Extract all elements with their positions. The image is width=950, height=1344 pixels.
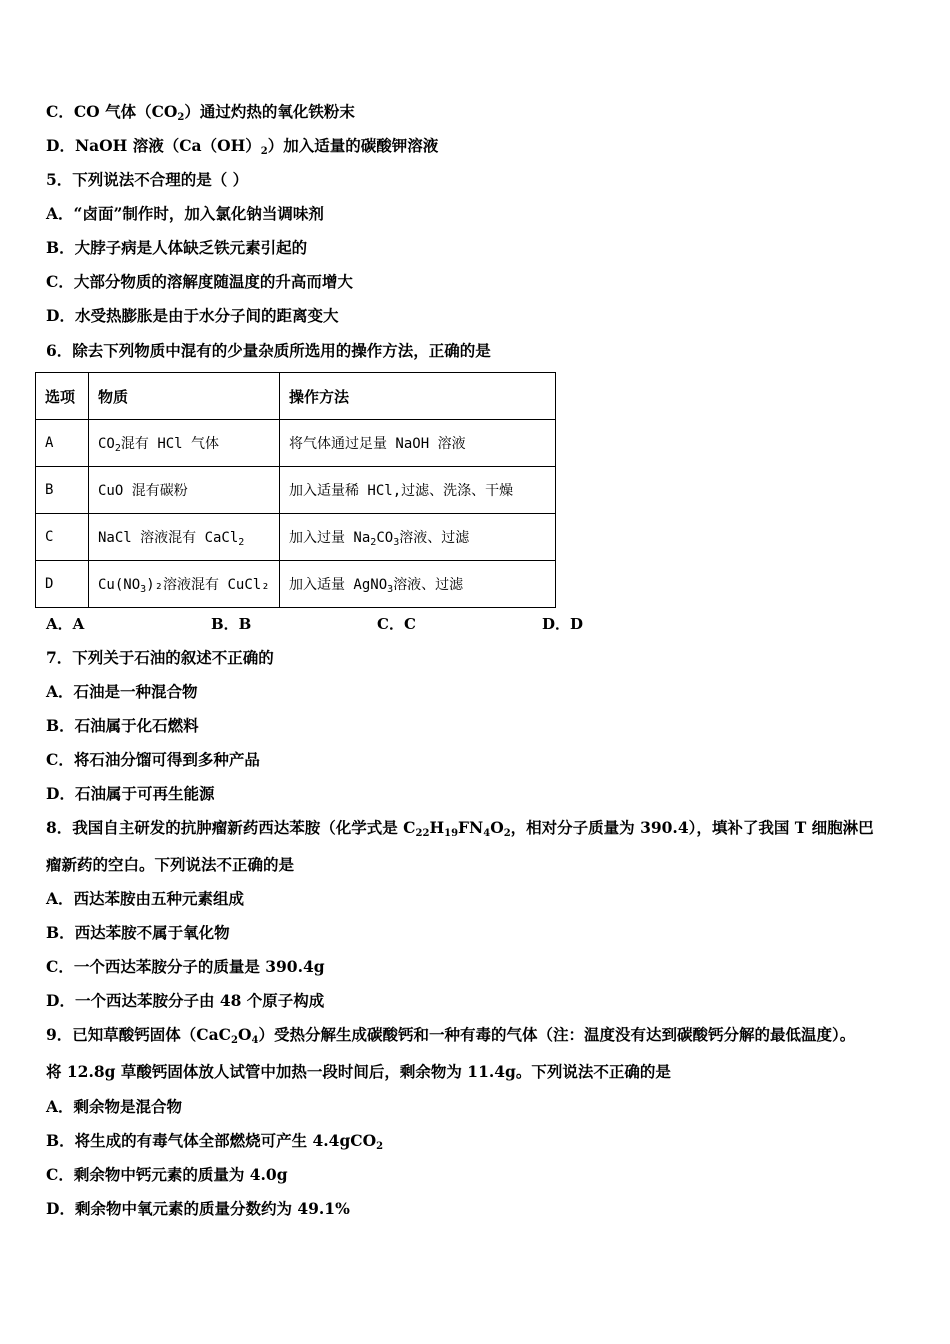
table-row <box>36 420 556 467</box>
row-method: 加入适量 AgNO$_3$溶液、过滤 <box>280 561 556 608</box>
q5-option-b: B．大脖子病是人体缺乏铁元素引起的 <box>46 238 308 257</box>
q9-option-a: A．剩余物是混合物 <box>46 1097 183 1116</box>
q8-stem: 8．我国自主研发的抗肿瘤新药西达苯胺（化学式是 $C_{22}H_{19}FN_4O_2$，相对分子质量为 390.4），填补了我国 T 细胞淋巴 <box>46 818 874 839</box>
q9-option-d: D．剩余物中氧元素的质量分数约为 49.1% <box>46 1199 350 1218</box>
header-method: 操作方法 <box>280 373 556 420</box>
row-option: D <box>36 561 89 608</box>
q5-option-d: D．水受热膨胀是由于水分子间的距离变大 <box>46 306 339 325</box>
table-row <box>36 561 556 608</box>
q6-answer-d: D．D <box>542 615 584 633</box>
row-substance: $Cu(NO_3)_2$溶液混有 CuCl₂ <box>89 561 280 608</box>
row-method: 加入过量 $Na_2CO_3$溶液、过滤 <box>280 514 556 561</box>
q7-option-c: C．将石油分馏可得到多种产品 <box>46 750 260 769</box>
q6-stem: 6．除去下列物质中混有的少量杂质所选用的操作方法，正确的是 <box>46 341 491 360</box>
row-option: B <box>36 467 89 514</box>
q5-stem: 5．下列说法不合理的是（ ） <box>46 170 249 189</box>
q6-table <box>35 372 556 608</box>
q5-option-a: A．“卤面”制作时，加入氯化钠当调味剂 <box>46 204 324 223</box>
row-method: 加入适量稀 HCl,过滤、洗涤、干燥 <box>280 467 556 514</box>
q8-stem-line2: 瘤新药的空白。下列说法不正确的是 <box>46 855 295 874</box>
row-substance: CuO 混有碳粉 <box>89 467 280 514</box>
row-substance: NaCl 溶液混有 CaCl$_2$ <box>89 514 280 561</box>
header-substance: 物质 <box>89 373 280 420</box>
q4-option-c: C．CO 气体$(CO_2)$通过灼热的氧化铁粉末 <box>46 102 355 123</box>
q8-option-b: B．西达苯胺不属于氧化物 <box>46 923 230 942</box>
row-option: A <box>36 420 89 467</box>
table-row <box>36 467 556 514</box>
q9-stem: 9．已知草酸钙固体$(CaC_2O_4)$受热分解生成碳酸钙和一种有毒的气体（注：温度没有达到碳酸钙分解的最低温度）。 <box>46 1025 856 1046</box>
q8-option-c: C．一个西达苯胺分子的质量是 390.4g <box>46 957 325 976</box>
q6-answer-a: A．A <box>46 615 85 633</box>
row-method: 将气体通过足量 NaOH 溶液 <box>280 420 556 467</box>
q5-option-c: C．大部分物质的溶解度随温度的升高而增大 <box>46 272 353 291</box>
q4-option-d: D．NaOH 溶液$(Ca(OH)_2)$加入适量的碳酸钾溶液 <box>46 136 439 157</box>
q6-answer-b: B．B <box>211 615 252 633</box>
table-row <box>36 514 556 561</box>
table-header-row <box>36 373 556 420</box>
row-option: C <box>36 514 89 561</box>
q8-option-d: D．一个西达苯胺分子由 48 个原子构成 <box>46 991 325 1010</box>
q8-option-a: A．西达苯胺由五种元素组成 <box>46 889 245 908</box>
q7-option-b: B．石油属于化石燃料 <box>46 716 199 735</box>
q9-option-c: C．剩余物中钙元素的质量为 4.0g <box>46 1165 288 1184</box>
q6-answer-c: C．C <box>377 615 416 633</box>
row-substance: $CO_2$混有 HCl 气体 <box>89 420 280 467</box>
q7-option-a: A．石油是一种混合物 <box>46 682 198 701</box>
header-option: 选项 <box>36 373 89 420</box>
q7-stem: 7．下列关于石油的叙述不正确的 <box>46 648 274 667</box>
q9-stem-line2: 将 12.8g 草酸钙固体放人试管中加热一段时间后，剩余物为 11.4g。下列说法不正确的是 <box>46 1062 671 1081</box>
q7-option-d: D．石油属于可再生能源 <box>46 784 215 803</box>
q9-option-b: B．将生成的有毒气体全部燃烧可产生 4.4gCO$_2$ <box>46 1131 384 1152</box>
